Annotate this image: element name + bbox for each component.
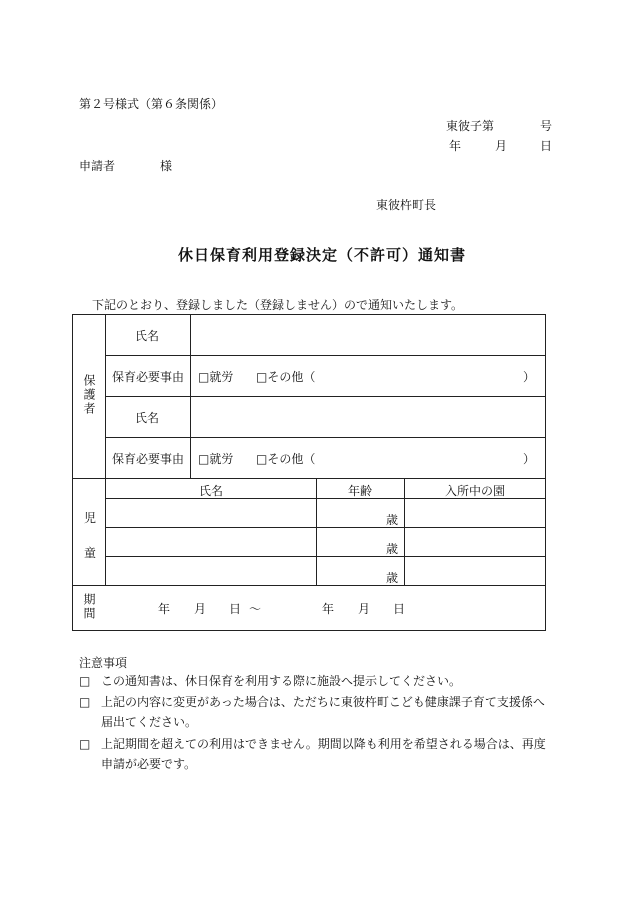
period-tilde: ～ — [249, 602, 262, 616]
date-day: 日 — [540, 139, 553, 153]
guardian-section-label: 保護者 — [82, 374, 96, 416]
period-start-day: 日 — [229, 602, 242, 616]
child-col-center: 入所中の園 — [445, 484, 506, 498]
applicant-label: 申請者 — [79, 159, 116, 173]
intro-text: 下記のとおり、登録しました（登録しません）ので通知いたします。 — [92, 298, 464, 312]
guardian-option-work-1[interactable]: □就労 — [198, 370, 234, 384]
note-text-1: この通知書は、休日保育を利用する際に施設へ提示してください。 — [101, 674, 462, 688]
date-year: 年 — [449, 139, 462, 153]
child-section-label-2: 童 — [84, 546, 97, 560]
child-section-label-1: 児 — [84, 511, 97, 525]
child-age-unit-1: 歳 — [386, 513, 399, 527]
doc-number-prefix: 東彼子第 — [446, 119, 495, 133]
guardian-reason-label-2: 保育必要事由 — [112, 452, 185, 466]
child-col-name: 氏名 — [199, 484, 224, 498]
period-end-day: 日 — [393, 602, 406, 616]
note-text-2: 上記の内容に変更があった場合は、ただちに東彼杵町こども健康課子育て支援係へ届出てください。 — [101, 695, 545, 729]
checkbox-icon: □ — [79, 695, 91, 709]
form-number: 第２号様式（第６条関係） — [79, 97, 224, 111]
period-end-year: 年 — [322, 602, 335, 616]
checkbox-icon: □ — [79, 674, 91, 688]
guardian-name-label-2: 氏名 — [135, 411, 160, 425]
period-start-year: 年 — [158, 602, 171, 616]
guardian-name-label-1: 氏名 — [135, 329, 160, 343]
checkbox-icon: □ — [79, 737, 91, 751]
document-title: 休日保育利用登録決定（不許可）通知書 — [178, 246, 467, 264]
guardian-option-close-1: ） — [523, 370, 536, 384]
child-age-unit-2: 歳 — [386, 542, 399, 556]
applicant-suffix: 様 — [160, 159, 173, 173]
notes-heading: 注意事項 — [79, 656, 128, 670]
period-section-label: 期間 — [82, 593, 96, 621]
issuer: 東彼杵町長 — [376, 198, 437, 212]
guardian-option-other-2[interactable]: □その他（ — [256, 452, 316, 466]
child-col-age: 年齢 — [348, 484, 373, 498]
doc-number-suffix: 号 — [540, 119, 553, 133]
note-text-3: 上記期間を超えての利用はできません。期間以降も利用を希望される場合は、再度申請が必要です。 — [101, 737, 546, 771]
period-end-month: 月 — [358, 602, 371, 616]
date-month: 月 — [495, 139, 508, 153]
period-start-month: 月 — [194, 602, 207, 616]
guardian-reason-label-1: 保育必要事由 — [112, 370, 185, 384]
guardian-option-work-2[interactable]: □就労 — [198, 452, 234, 466]
guardian-option-close-2: ） — [523, 452, 536, 466]
child-age-unit-3: 歳 — [386, 571, 399, 585]
guardian-option-other-1[interactable]: □その他（ — [256, 370, 316, 384]
